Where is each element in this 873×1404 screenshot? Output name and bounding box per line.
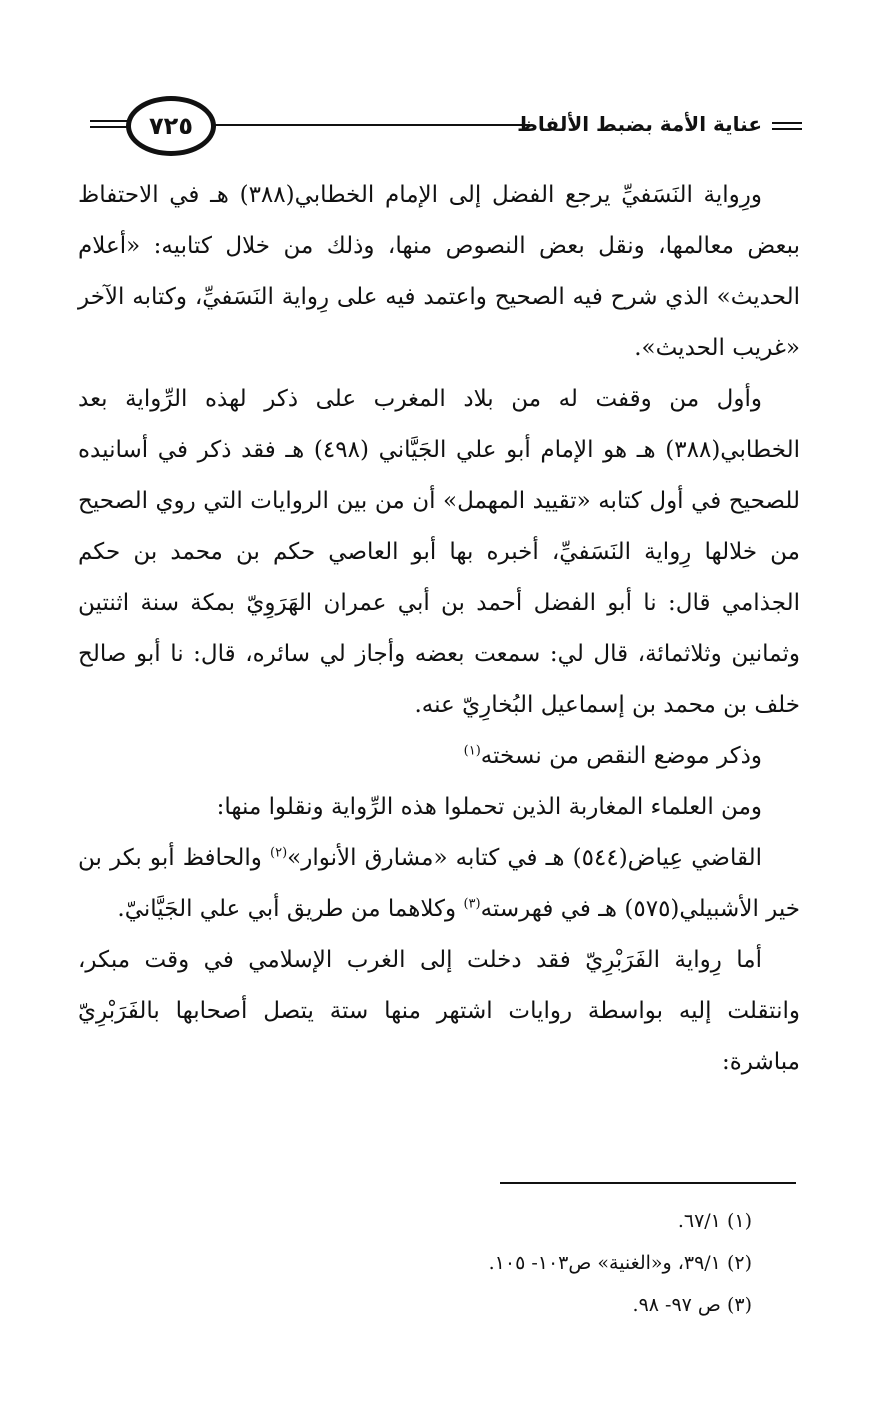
footnote: (٣) ص ٩٧- ٩٨. [632, 1294, 752, 1316]
paragraph: ومن العلماء المغاربة الذين تحملوا هذه الرِّواية ونقلوا منها: [216, 794, 762, 820]
paragraph: أما رِواية الفَرَبْرِيّ فقد دخلت إلى الغرب الإسلامي في وقت مبكر، وانتقلت إليه بواسطة روايات اشتهر منها ستة يتصل أصحابها بالفَرَبْرِيّ مباشرة: [78, 947, 800, 1075]
paragraph [78, 731, 800, 782]
footnote-ref: (٣) [463, 896, 481, 912]
paragraph-text: وكلاهما من طريق أبي علي الجَيَّانيّ. [117, 896, 464, 922]
footnote-separator [500, 1182, 796, 1184]
header-rule-center [212, 124, 530, 126]
paragraph-text: وذكر موضع النقص من نسخته [480, 743, 762, 769]
footnote: (٢) ٣٩/١، و«الغنية» ص١٠٣- ١٠٥. [488, 1252, 752, 1274]
footnote-ref: (٢) [270, 845, 288, 861]
page-number-badge [126, 96, 216, 156]
header-rule-left [90, 120, 130, 128]
paragraph [78, 833, 800, 935]
paragraph: ورِواية النَسَفيِّ يرجع الفضل إلى الإمام الخطابي(٣٨٨) هـ في الاحتفاظ ببعض معالمها، ونقل بعض النصوص منها، وذلك من خلال كتابيه: «أعلام الحديث» الذي شرح فيه الصحيح واعتمد فيه على رِواية النَسَفيِّ، وكتابه الآخر «غريب الحديث». [78, 182, 800, 361]
page-number: ٧٢٥ [149, 112, 193, 140]
footnotes [300, 1200, 752, 1326]
paragraph: وأول من وقفت له من بلاد المغرب على ذكر لهذه الرِّواية بعد الخطابي(٣٨٨) هـ هو الإمام أبو علي الجَيَّاني (٤٩٨) هـ فقد ذكر في أسانيده للصحيح في أول كتابه «تقييد المهمل» أن من بين الروايات التي روي الصحيح من خلالها رِواية النَسَفيِّ، أخبره بها أبو العاصي حكم بن محمد بن حكم الجذامي قال: نا أبو الفضل أحمد بن أبي عمران الهَرَوِيّ بمكة سنة اثنتين وثمانين وثلاثمائة، قال لي: سمعت بعضه وأجاز لي سائره، قال: نا أبو صالح خلف بن محمد بن إسماعيل البُخارِيّ عنه. [78, 386, 800, 718]
page-header [90, 96, 802, 166]
running-title: عناية الأمة بضبط الألفاظ [517, 112, 762, 136]
paragraph-text: القاضي عِياض(٥٤٤) هـ في كتابه «مشارق الأنوار» [287, 845, 762, 871]
footnote-ref: (١) [463, 743, 481, 759]
paragraph-text: والحافظ أبو بكر بن خير الأشبيلي(٥٧٥) هـ في فهرسته [78, 845, 800, 922]
header-rule-right [772, 122, 802, 130]
main-text [78, 170, 800, 1088]
footnote: (١) ٦٧/١. [677, 1210, 752, 1232]
